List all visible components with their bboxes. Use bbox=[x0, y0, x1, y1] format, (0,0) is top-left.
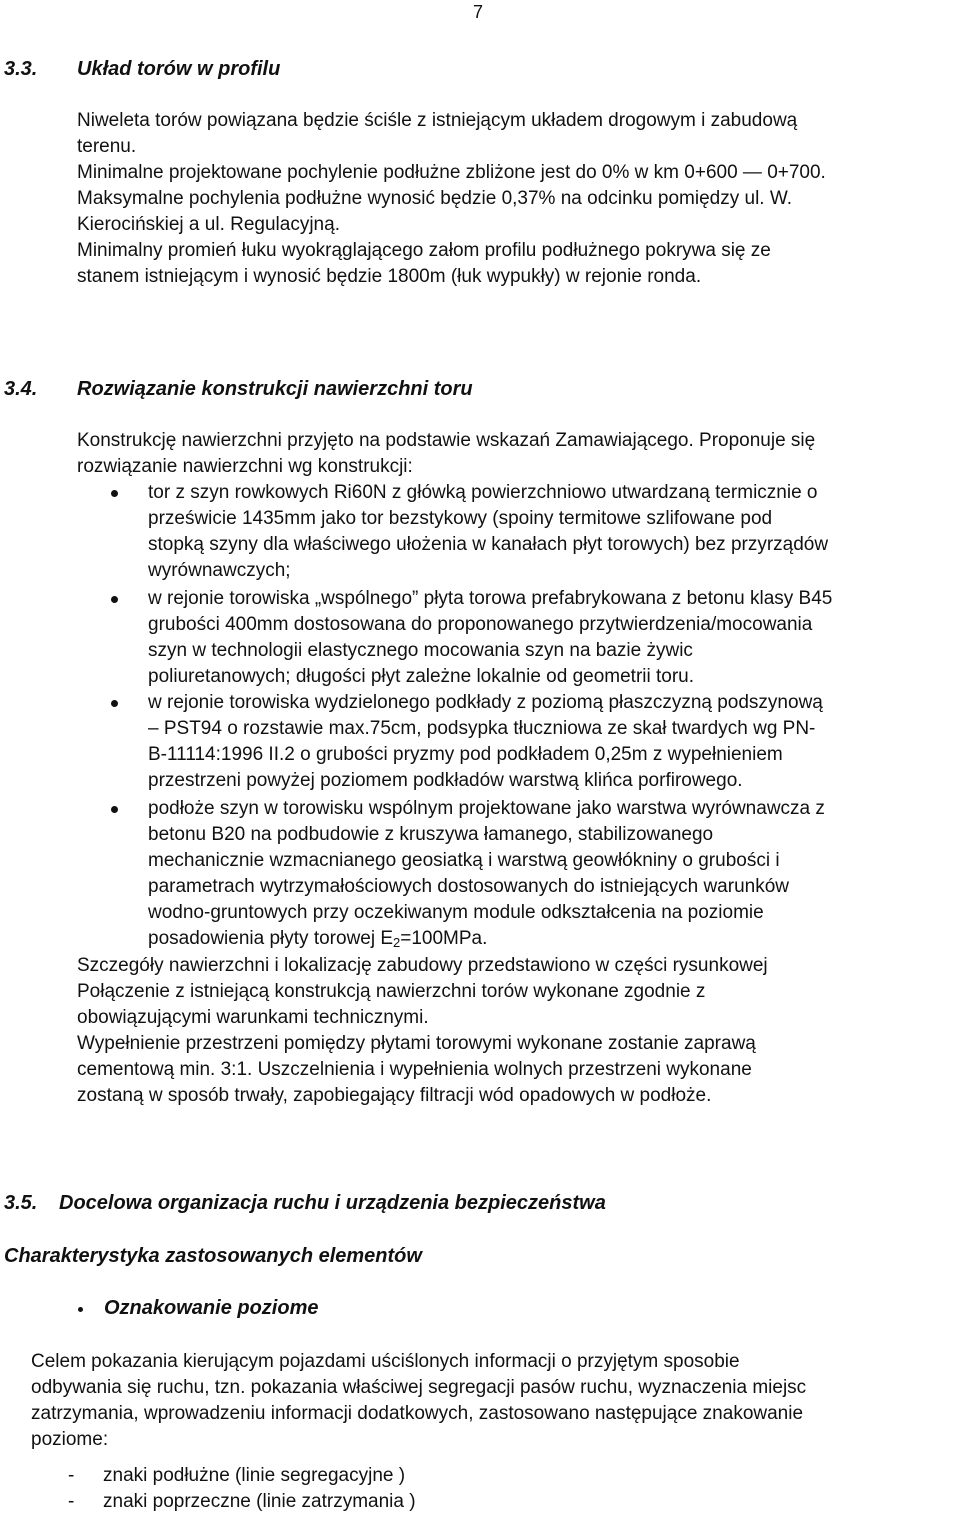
bullet-icon bbox=[111, 490, 118, 497]
section-3-4-title: Rozwiązanie konstrukcji nawierzchni toru bbox=[77, 378, 473, 400]
section-3-5-number: 3.5. bbox=[4, 1192, 38, 1214]
text-line: Maksymalne pochylenia podłużne wynosić będzie 0,37% na odcinku pomiędzy ul. W. bbox=[77, 188, 793, 209]
text-line: poliuretanowych; długości płyt zależne lokalnie od geometrii toru. bbox=[148, 666, 695, 687]
page-number: 7 bbox=[473, 2, 484, 22]
text-line: – PST94 o rozstawie max.75cm, podsypka tłuczniowa ze skał twardych wg PN- bbox=[148, 718, 816, 739]
text-line: poziome: bbox=[31, 1429, 109, 1450]
text-line: odbywania się ruchu, tzn. pokazania właściwej segregacji pasów ruchu, wyznaczenia miejsc bbox=[31, 1377, 807, 1398]
text-line: stanem istniejącym i wynosić będzie 1800m (łuk wypukły) w rejonie ronda. bbox=[77, 266, 702, 287]
section-3-5-subtitle: Charakterystyka zastosowanych elementów bbox=[4, 1245, 422, 1267]
text-line: mechanicznie wzmacnianego geosiatką i warstwą geowłókniny o grubości i bbox=[148, 850, 780, 871]
bullet-item-4 bbox=[148, 796, 825, 952]
bullet-icon bbox=[111, 700, 118, 707]
dash-item: znaki podłużne (linie segregacyjne ) bbox=[103, 1465, 406, 1486]
text-line: Niweleta torów powiązana będzie ściśle z istniejącym układem drogowym i zabudową bbox=[77, 110, 798, 131]
dash-marker: - bbox=[68, 1465, 75, 1486]
section-3-5-title: Docelowa organizacja ruchu i urządzenia bezpieczeństwa bbox=[59, 1192, 606, 1214]
text-line: Szczegóły nawierzchni i lokalizację zabudowy przedstawiono w części rysunkowej bbox=[77, 955, 768, 976]
text-line: Połączenie z istniejącą konstrukcją nawierzchni torów wykonane zgodnie z bbox=[77, 981, 706, 1002]
section-3-5-paragraph bbox=[31, 1349, 806, 1453]
section-3-3-number: 3.3. bbox=[4, 58, 38, 80]
text-line: podłoże szyn w torowisku wspólnym projektowane jako warstwa wyrównawcza z bbox=[148, 798, 825, 819]
text-line: betonu B20 na podbudowie z kruszywa łamanego, stabilizowanego bbox=[148, 824, 714, 845]
bullet-icon bbox=[111, 806, 118, 813]
text-line: w rejonie torowiska wydzielonego podkłady z poziomą płaszczyzną podszynową bbox=[148, 692, 823, 713]
section-3-4-outro bbox=[77, 953, 768, 1109]
text-line: grubości 400mm dostosowana do proponowanego przytwierdzenia/mocowania bbox=[148, 614, 813, 635]
bullet-icon bbox=[78, 1307, 83, 1312]
bullet-icon bbox=[111, 596, 118, 603]
bullet-item-2 bbox=[148, 586, 832, 690]
text-line: zatrzymania, wprowadzeniu informacji dodatkowych, zastosowano następujące znakowanie bbox=[31, 1403, 804, 1424]
text-line: rozwiązanie nawierzchni wg konstrukcji: bbox=[77, 456, 413, 477]
text-line: zostaną w sposób trwały, zapobiegający filtracji wód opadowych w podłoże. bbox=[77, 1085, 712, 1106]
text-line: szyn w technologii elastycznego mocowania szyn na bazie żywic bbox=[148, 640, 693, 661]
section-3-3-title: Układ torów w profilu bbox=[77, 58, 281, 80]
text-line: Minimalny promień łuku wyokrąglającego załom profilu podłużnego pokrywa się ze bbox=[77, 240, 771, 261]
text-line: stopką szyny dla właściwego ułożenia w kanałach płyt torowych) bez przyrządów bbox=[148, 534, 829, 555]
text-line: w rejonie torowiska „wspólnego” płyta torowa prefabrykowana z betonu klasy B45 bbox=[148, 588, 833, 609]
text-line: Konstrukcję nawierzchni przyjęto na podstawie wskazań Zamawiającego. Proponuje się bbox=[77, 430, 816, 451]
section-3-4-intro bbox=[77, 428, 815, 480]
text-line: cementową min. 3:1. Uszczelnienia i wypełnienia wolnych przestrzeni wykonane bbox=[77, 1059, 752, 1080]
text-line bbox=[148, 926, 825, 952]
text-fragment: posadowienia płyty torowej E bbox=[148, 928, 394, 949]
text-fragment: =100MPa. bbox=[400, 928, 488, 949]
text-line: terenu. bbox=[77, 136, 137, 157]
bullet-heading: Oznakowanie poziome bbox=[104, 1297, 319, 1319]
dash-marker: - bbox=[68, 1491, 75, 1512]
section-3-4-number: 3.4. bbox=[4, 378, 38, 400]
bullet-item-1 bbox=[148, 480, 828, 584]
section-3-3-body bbox=[77, 108, 826, 290]
subscript: 2 bbox=[393, 935, 401, 950]
bullet-item-3 bbox=[148, 690, 823, 794]
text-line: przestrzeni powyżej poziomem podkładów warstwą klińca porfirowego. bbox=[148, 770, 743, 791]
text-line: tor z szyn rowkowych Ri60N z główką powierzchniowo utwardzaną termicznie o bbox=[148, 482, 818, 503]
text-line: Kierocińskiej a ul. Regulacyjną. bbox=[77, 214, 340, 235]
text-line: parametrach wytrzymałościowych dostosowanych do istniejących warunków bbox=[148, 876, 789, 897]
text-line: Minimalne projektowane pochylenie podłużne zbliżone jest do 0% w km 0+600 — 0+700. bbox=[77, 162, 826, 183]
text-line: obowiązującymi warunkami technicznymi. bbox=[77, 1007, 429, 1028]
text-line: Celem pokazania kierującym pojazdami uściślonych informacji o przyjętym sposobie bbox=[31, 1351, 740, 1372]
text-line: B-11114:1996 II.2 o grubości pryzmy pod podkładem 0,25m z wypełnieniem bbox=[148, 744, 783, 765]
dash-item: znaki poprzeczne (linie zatrzymania ) bbox=[103, 1491, 416, 1512]
text-line: wyrównawczych; bbox=[148, 560, 291, 581]
text-line: Wypełnienie przestrzeni pomiędzy płytami torowymi wykonane zostanie zaprawą bbox=[77, 1033, 756, 1054]
text-line: prześwicie 1435mm jako tor bezstykowy (spoiny termitowe szlifowane pod bbox=[148, 508, 773, 529]
text-line: wodno-gruntowych przy oczekiwanym module odkształcenia na poziomie bbox=[148, 902, 764, 923]
